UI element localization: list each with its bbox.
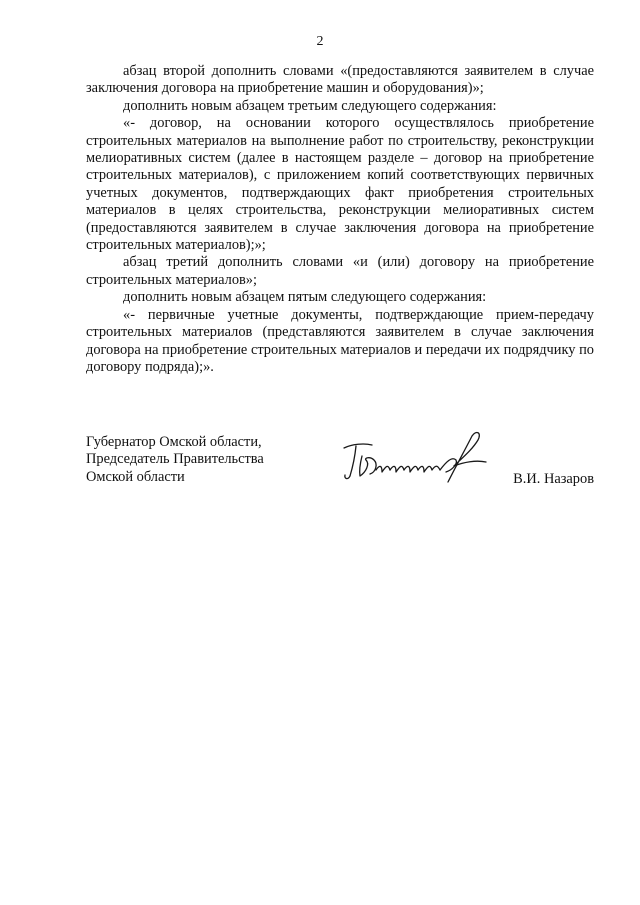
signer-title-line: Председатель Правительства: [86, 451, 264, 468]
handwritten-signature: [336, 426, 496, 488]
page-number: 2: [316, 34, 324, 49]
signer-name: В.И. Назаров: [513, 471, 594, 487]
paragraph: абзац второй дополнить словами «(предоставляются заявителем в случае заключения договора на приобретение машин и оборудования)»;: [86, 63, 594, 97]
signer-title-line: Омской области: [86, 468, 185, 485]
paragraph: абзац третий дополнить словами «и (или) договору на приобретение строительных материалов»;: [86, 254, 594, 288]
signer-title: [86, 434, 264, 486]
document-body: [86, 63, 594, 376]
paragraph: «- первичные учетные документы, подтверждающие прием-передачу строительных материалов (представляются заявителем в случае заключения договора на приобретение строительных материалов и передачи их подрядчику по договору подряда);».: [86, 306, 594, 375]
paragraph: дополнить новым абзацем третьим следующего содержания:: [123, 97, 497, 114]
signer-title-line: Губернатор Омской области,: [86, 434, 262, 450]
paragraph: «- договор, на основании которого осуществлялось приобретение строительных материалов на выполнение работ по строительству, реконструкции мелиоративных систем (далее в настоящем разделе – договор на приобретение строительных материалов), с приложением копий соответствующих первичных учетных документов, подтверждающих факт приобретения строительных материалов в целях строительства, реконструкции мелиоративных систем (предоставляются заявителем в случае заключения договора на приобретение строительных материалов);»;: [86, 115, 594, 254]
signature-block: [86, 434, 594, 504]
paragraph: дополнить новым абзацем пятым следующего содержания:: [123, 289, 487, 306]
